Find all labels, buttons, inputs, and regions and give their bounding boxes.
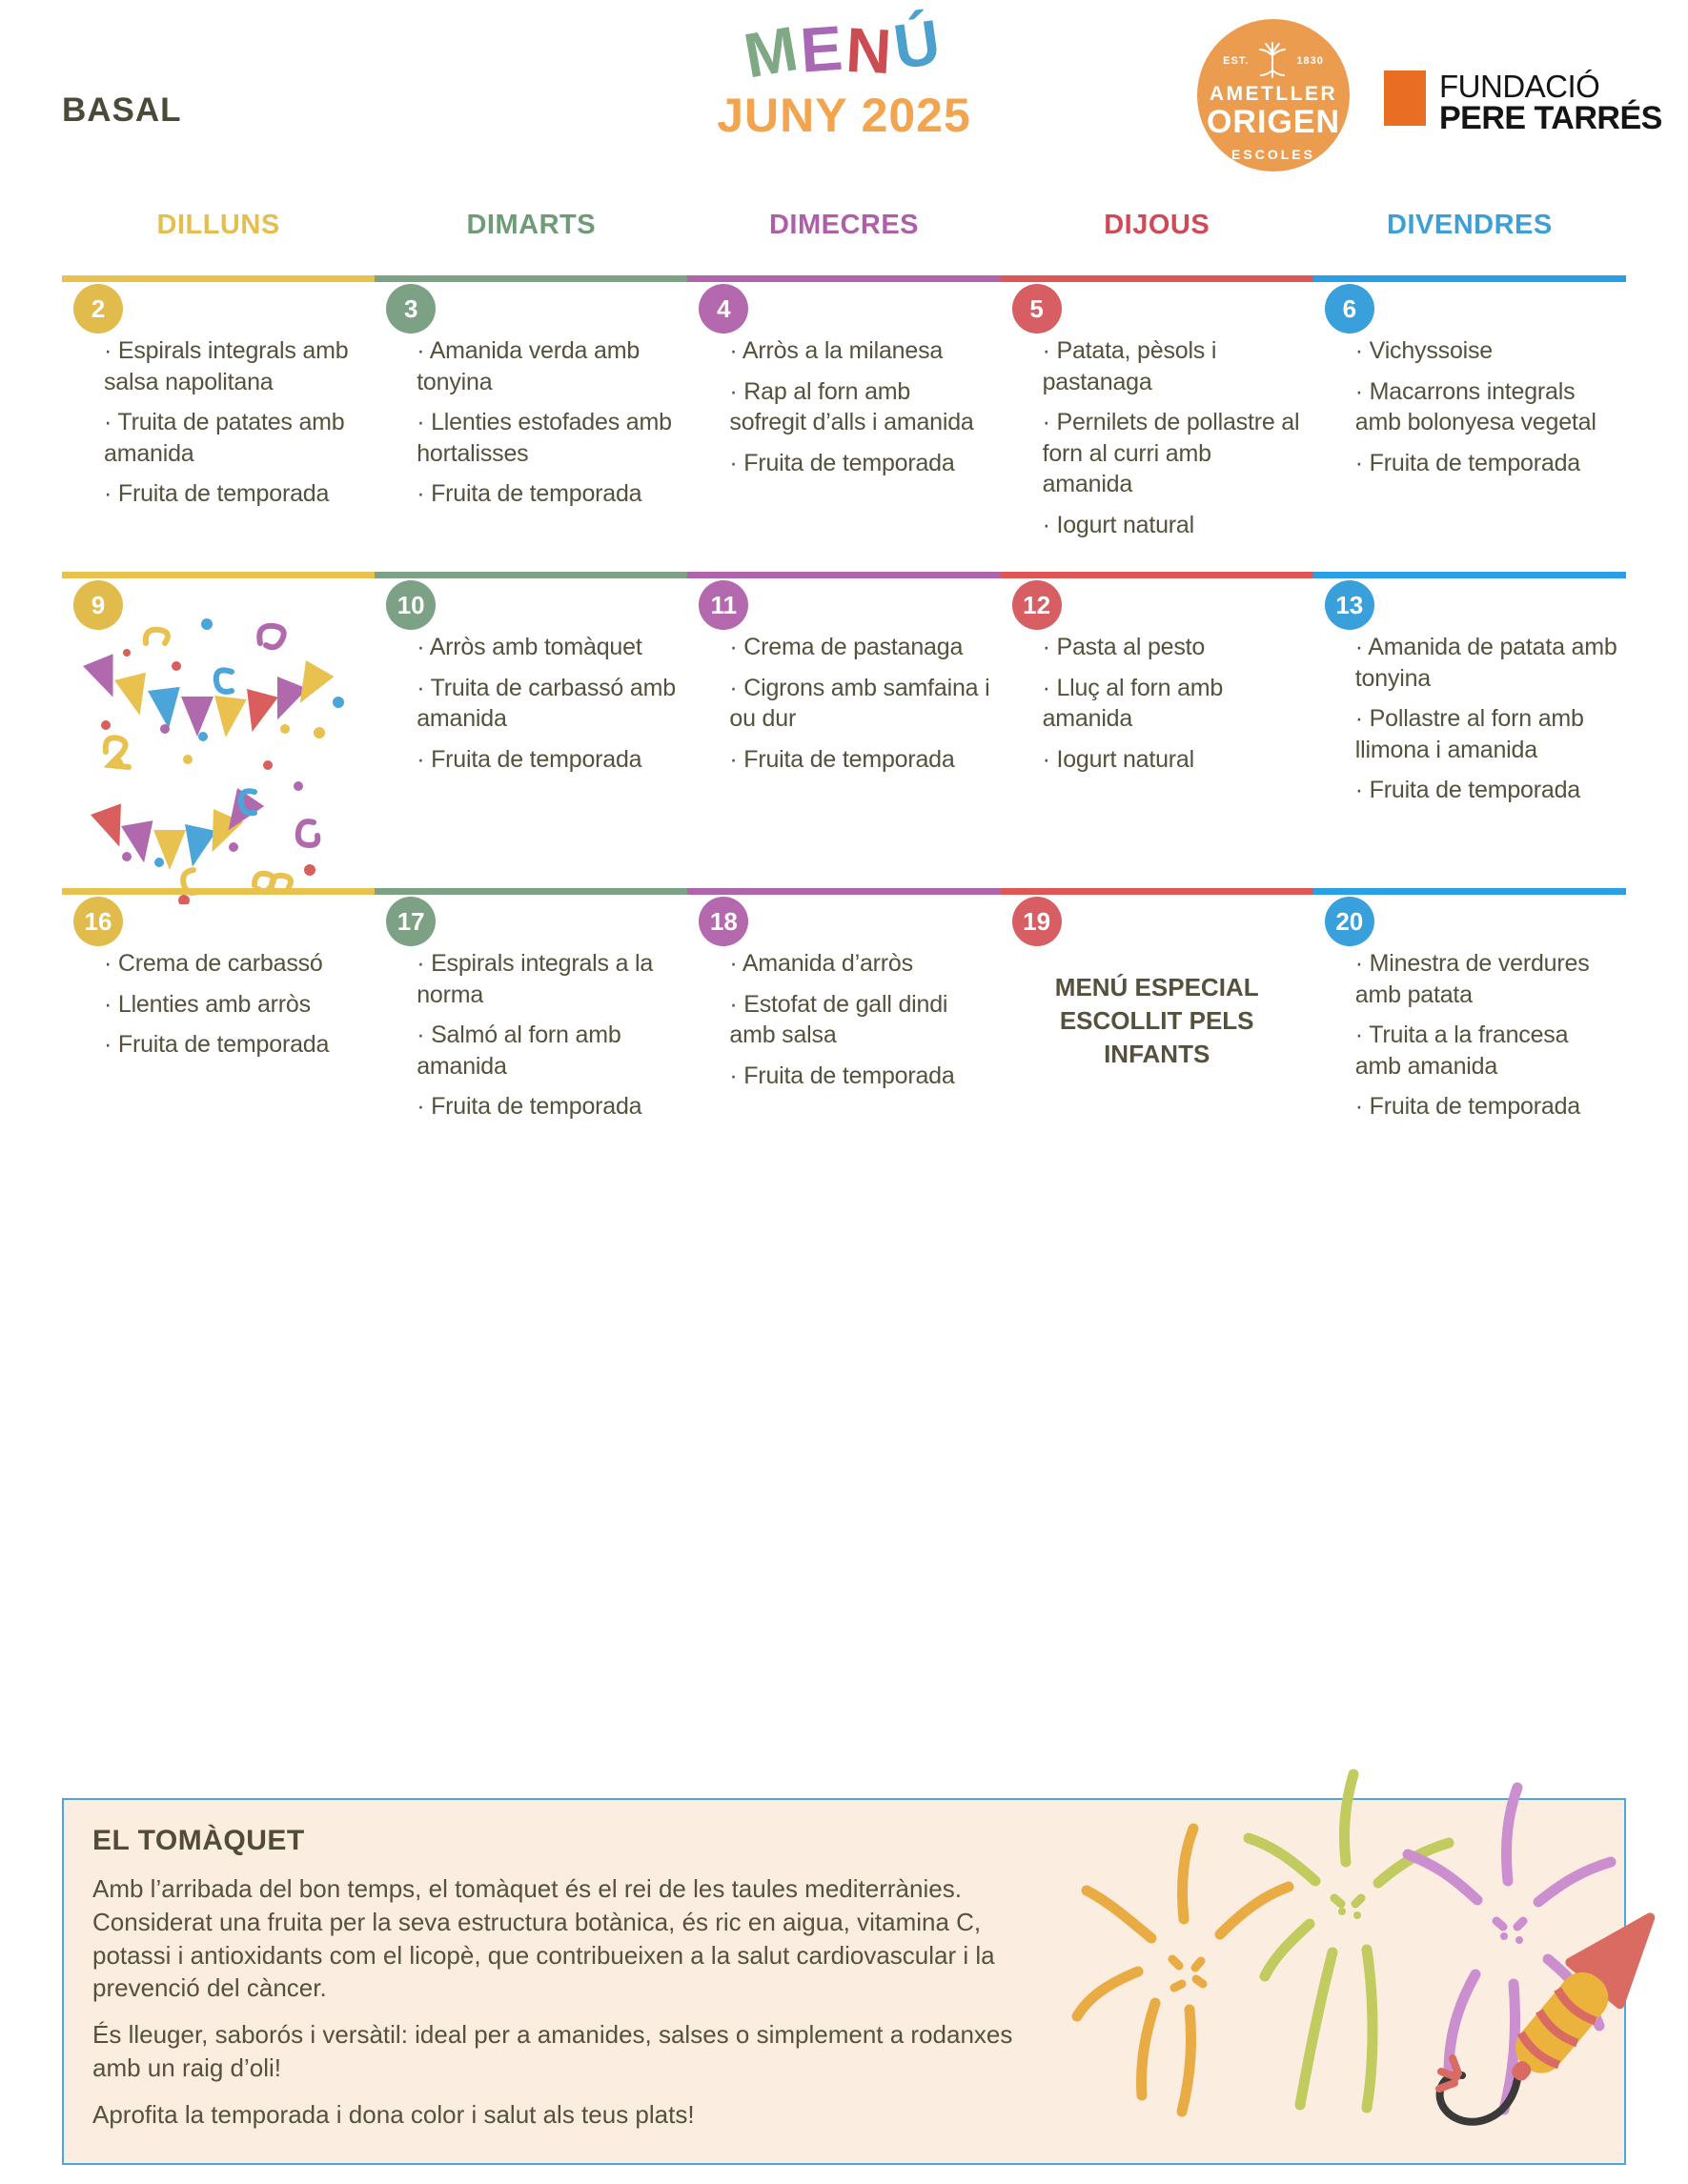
info-paragraph: És lleuger, saborós i versàtil: ideal per a amanides, salses o simplement a rodanxes amb un raig d’oli! [92,2020,1013,2083]
menu-item: · Patata, pèsols i pastanaga [1043,335,1306,397]
menu-item: · Truita de carbassó amb amanida [417,673,680,735]
fundacio-line1: FUNDACIÓ [1439,69,1600,104]
weekday-header-tuesday: DIMARTS [466,210,597,240]
page-header [0,0,1688,202]
special-menu-note: MENÚ ESPECIAL ESCOLLIT PELS INFANTS [1054,973,1259,1069]
title-letter: N [844,13,897,88]
day-cell-18 [687,888,1000,1229]
fundacio-line2: PERE TARRÉS [1439,100,1662,136]
firework-lilac-dots [1500,1932,1523,1944]
firework-burst-orange [1077,1829,1289,2112]
day-number-badge: 4 [699,284,748,334]
day-number-badge: 3 [386,284,436,334]
menu-item: · Cigrons amb samfaina i ou dur [729,673,992,735]
menu-item: · Lluç al forn amb amanida [1043,673,1306,735]
logo-brand-line3: — ESCOLES — [1197,147,1350,162]
menu-list [1355,335,1618,478]
menu-list [417,948,680,1122]
menu-list [729,632,992,775]
menu-item: · Crema de pastanaga [729,632,992,663]
fundacio-orange-square [1384,71,1426,126]
menu-item: · Iogurt natural [1043,510,1306,541]
logo-top-row [1197,42,1350,80]
menu-item: · Fruita de temporada [417,1091,680,1122]
menu-item: · Truita de patates amb amanida [104,407,367,469]
weekday-header-thursday: DIJOUS [1104,210,1210,240]
weekday-header-friday: DIVENDRES [1387,210,1553,240]
day-number-badge: 5 [1012,284,1062,334]
menu-item: · Fruita de temporada [729,744,992,776]
menu-item: · Fruita de temporada [729,1061,992,1092]
menu-item: · Llenties estofades amb hortalisses [417,407,680,469]
menu-list [729,948,992,1091]
logo-est-label: EST. [1223,55,1250,67]
menu-item: · Llenties amb arròs [104,989,367,1021]
day-number-badge: 10 [386,580,436,630]
menu-item: · Pasta al pesto [1043,632,1306,663]
menu-item: · Pernilets de pollastre al forn al curri amb amanida [1043,407,1306,500]
ametller-origen-logo [1197,19,1350,172]
month-subtitle: JUNY 2025 [717,89,971,142]
day-number-badge: 17 [386,897,436,946]
menu-title-block [717,5,971,143]
menu-item: · Fruita de temporada [1355,775,1618,806]
tree-icon [1256,42,1289,80]
party-confetti-illustration [64,590,378,904]
day-cell-11 [687,572,1000,888]
day-number-badge: 11 [699,580,748,630]
menu-item: · Rap al forn amb sofregit d’alls i amanida [729,376,992,438]
title-letter: E [797,11,848,86]
menu-item: · Truita a la francesa amb amanida [1355,1020,1618,1082]
week-row-1 [62,275,1626,572]
day-number-badge: 16 [73,897,123,946]
menu-item: · Amanida verda amb tonyina [417,335,680,397]
menu-item: · Fruita de temporada [417,744,680,776]
fundacio-text [1439,71,1662,136]
menu-item: · Fruita de temporada [1355,1091,1618,1122]
menu-item: · Arròs a la milanesa [729,335,992,367]
firework-green-dots [1338,1908,1361,1919]
menu-list [1043,632,1306,775]
menu-item: · Macarrons integrals amb bolonyesa vegetal [1355,376,1618,438]
menu-item: · Fruita de temporada [417,478,680,510]
day-cell-6 [1313,275,1626,572]
menu-item: · Fruita de temporada [1355,448,1618,479]
day-cell-5 [1001,275,1313,572]
weekday-header-wednesday: DIMECRES [768,210,920,240]
menu-item: · Arròs amb tomàquet [417,632,680,663]
day-cell-10 [375,572,687,888]
menu-calendar [62,202,1626,1229]
weekday-header-row [62,202,1626,275]
day-cell-2 [62,275,375,572]
day-cell-9 [62,572,375,888]
menu-item: · Fruita de temporada [104,1029,367,1061]
menu-item: · Pollastre al forn amb llimona i amanida [1355,703,1618,765]
menu-list [417,632,680,775]
day-number-badge: 6 [1325,284,1374,334]
day-cell-20 [1313,888,1626,1229]
fireworks-illustration [1060,1748,1670,2167]
day-number-badge: 20 [1325,897,1374,946]
day-number-badge: 12 [1012,580,1062,630]
day-cell-4 [687,275,1000,572]
day-cell-3 [375,275,687,572]
day-cell-17 [375,888,687,1229]
info-paragraph: Amb l’arribada del bon temps, el tomàquet és el rei de les taules mediterrànies. Considerat una fruita per la seva estructura botànica, és ric en aigua, vitamina C, potassi i antioxidants com el licopè, que contribueixen a la salut cardiovascular i la prevenció del càncer. [92,1874,995,2003]
menu-item: · Espirals integrals amb salsa napolitana [104,335,367,397]
menu-item: · Fruita de temporada [104,478,367,510]
menu-list [729,335,992,478]
menu-item: · Fruita de temporada [729,448,992,479]
menu-list [104,335,367,510]
menu-list [417,335,680,510]
day-number-badge: 19 [1012,897,1062,946]
menu-item: · Espirals integrals a la norma [417,948,680,1010]
menu-item: · Iogurt natural [1043,744,1306,776]
day-number-badge: 18 [699,897,748,946]
day-cell-13 [1313,572,1626,888]
seasonal-info-box [62,1798,1626,2165]
menu-item: · Minestra de verdures amb patata [1355,948,1618,1010]
menu-item: · Vichyssoise [1355,335,1618,367]
week-row-3 [62,888,1626,1229]
logo-year-label: 1830 [1296,55,1324,67]
logo-brand-line1: AMETLLER [1209,83,1338,105]
menu-item: · Amanida d’arròs [729,948,992,980]
day-cell-19 [1001,888,1313,1229]
rocket-icon [1491,1897,1676,2099]
title-letter: Ú [889,5,948,83]
menu-list [1043,335,1306,540]
menu-item: · Amanida de patata amb tonyina [1355,632,1618,694]
day-number-badge: 13 [1325,580,1374,630]
logo-brand-line2: ORIGEN [1206,104,1341,140]
menu-list [1355,948,1618,1122]
day-cell-16 [62,888,375,1229]
confetti-dots [101,618,344,904]
menu-list [104,948,367,1061]
weekday-header-monday: DILLUNS [156,210,280,240]
page-title [717,5,971,91]
menu-item: · Estofat de gall dindi amb salsa [729,989,992,1051]
program-label: BASAL [62,91,182,129]
week-row-2 [62,572,1626,888]
fundacio-pere-tarres-logo [1384,71,1662,136]
confetti-streamers [106,626,318,893]
info-box-title: EL TOMÀQUET [92,1825,305,1856]
fuse-spark [1439,2058,1458,2089]
day-number-badge: 2 [73,284,123,334]
day-number-badge: 9 [73,580,123,630]
bunting-garland-upper [83,654,334,739]
menu-item: · Salmó al forn amb amanida [417,1020,680,1082]
info-paragraph: Aprofita la temporada i dona color i salut als teus plats! [92,2099,695,2129]
title-letter: M [738,11,806,91]
day-cell-12 [1001,572,1313,888]
rocket-fuse [1440,2075,1517,2122]
menu-item: · Crema de carbassó [104,948,367,980]
menu-list [1355,632,1618,806]
